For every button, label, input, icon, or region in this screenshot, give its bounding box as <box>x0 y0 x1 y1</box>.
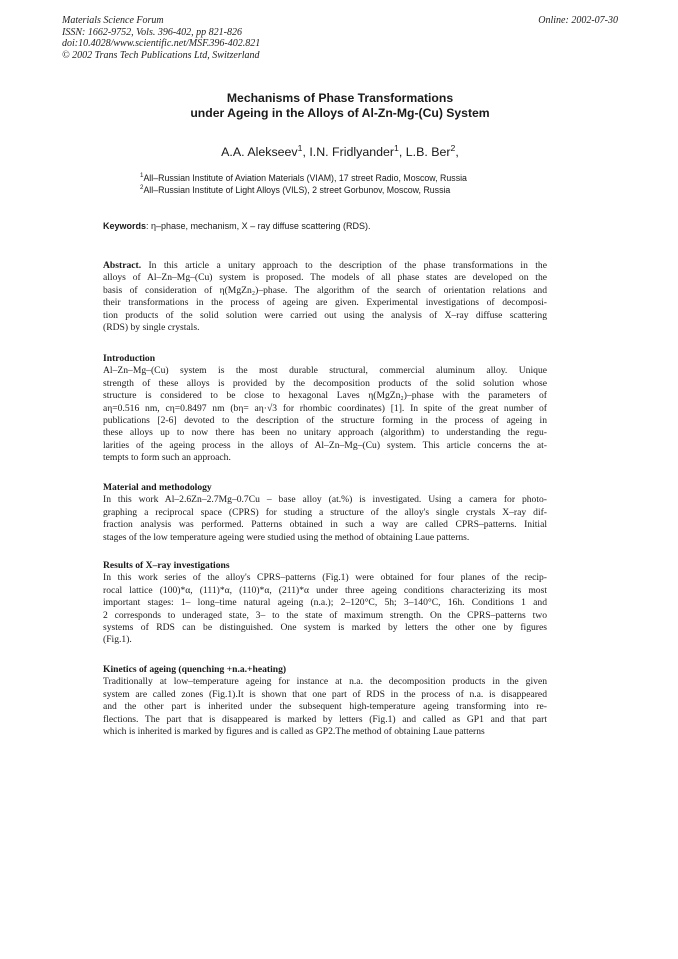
journal-name: Materials Science Forum <box>62 15 164 26</box>
title-line-2: under Ageing in the Alloys of Al-Zn-Mg-(Cu) System <box>190 106 490 120</box>
keywords-label: Keywords <box>103 221 147 231</box>
abstract-section: Abstract. In this article a unitary approach to the description of the phase transformations in the alloys of Al–Zn–Mg–(Cu) system is proposed. The models of all phase states are developed on the basis of consideration of η(MgZn₂)–phase. The algorithm of the search of orientation relations and their transformations in the process of ageing are given. Experimental investigations of decomposi- tion products of the solid solution were carried out using the analysis of X–ray diffuse scattering (RDS) by single crystals. <box>103 260 547 334</box>
author-2: I.N. Fridlyander <box>309 145 395 159</box>
introduction-heading: Introduction <box>103 353 156 364</box>
kinetics-heading: Kinetics of ageing (quenching +n.a.+heating) <box>103 664 287 675</box>
online-date: Online: 2002-07-30 <box>538 15 618 26</box>
affiliation-2: $^2$All–Russian Institute of Light Alloys (VILS), 2 street Gorbunov, Moscow, Russia <box>140 184 451 195</box>
introduction-section: Introduction Al–Zn–Mg–(Cu) system is the most durable structural, commercial aluminum alloy. Unique strength of these alloys is provided by the decomposition products of the solid solution whose structure is considered to be close to hexagonal Laves η(MgZn₂)–phase with the parameters of aη=0.516 nm, cη=0.8497 nm (bη= aη·√3 for rhombic coordinates) [1]. In spite of the great number of publications [2-6] devoted to the description of the structure forming in the process of ageing in these alloys up to now there has been no unitary approach (algorithm) to understanding the regu- larities of the ageing process in the alloys of Al–Zn–Mg–(Cu) system. This article concerns the at- tempts to form such an approach. <box>103 353 547 464</box>
keywords <box>103 221 563 231</box>
doi-line: doi:10.4028/www.scientific.net/MSF.396-402.821 <box>62 38 261 49</box>
results-section: Results of X–ray investigations In this work series of the alloy's CPRS–patterns (Fig.1) were obtained for four planes of the recip- rocal lattice (100)*α, (111)*α, (110)*α, (211)*α under three ageing conditions characterizing its most important stages: 1– long–time natural ageing (n.a.); 2–120°C, 5h; 3–140°C, 16h. Conditions 1 and 2 corresponds to underaged state, 3– to the state of maximum strength. On the CPRS–patterns two systems of RDS can be distinguished. One system is marked by letters the other one by figures (Fig.1). <box>103 560 547 646</box>
kinetics-section: Kinetics of ageing (quenching +n.a.+heating) Traditionally at low–temperature ageing for instance at n.a. the decomposition products in the given system are called zones (Fig.1).It is shown that one part of RDS in the process of n.a. is disappeared and the other part is inherited under the subsequent high-temperature ageing transforming into re- flections. The part that is disappeared is marked by letters (Fig.1) and called as GP1 and that part which is inherited is marked by figures and is called as GP2.The method of obtaining Laue patterns <box>103 664 547 738</box>
publication-info <box>62 15 422 61</box>
abstract-label: Abstract. <box>103 260 142 271</box>
affiliation-1: $^1$All–Russian Institute of Aviation Materials (VIAM), 17 street Radio, Moscow, Russia <box>140 172 467 183</box>
results-heading: Results of X–ray investigations <box>103 560 230 571</box>
keywords-text: : η–phase, mechanism, X – ray diffuse scattering (RDS). <box>146 221 371 231</box>
title-line-1: Mechanisms of Phase Transformations <box>226 91 454 105</box>
copyright-line: © 2002 Trans Tech Publications Ltd, Switzerland <box>62 49 260 61</box>
author-3: L.B. Ber <box>405 145 451 159</box>
author-2-affil-mark: 1 <box>394 142 399 153</box>
methodology-heading: Material and methodology <box>103 482 212 493</box>
methodology-section: Material and methodology In this work Al–2.6Zn–2.7Mg–0.7Cu – base alloy (at.%) is investigated. Using a camera for photo- graphing a reciprocal space (CPRS) for studing a structure of the alloy's single crystals X–ray dif- fraction analysis was performed. Patterns obtained in such a way are called CPRS–patterns. Initial stages of the low temperature ageing were studied using the method of obtaining Laue patterns. <box>103 482 547 543</box>
issn-line: ISSN: 1662-9752, Vols. 396-402, pp 821-826 <box>62 26 242 38</box>
affiliations <box>140 172 560 196</box>
author-3-affil-mark: 2 <box>450 142 456 153</box>
author-1-affil-mark: 1 <box>297 142 303 153</box>
author-list: A.A. Alekseev$^1$, I.N. Fridlyander$^1$, L.B. Ber$^2$, <box>221 142 459 159</box>
paper-title <box>60 91 620 121</box>
author-1: A.A. Alekseev <box>221 145 298 159</box>
